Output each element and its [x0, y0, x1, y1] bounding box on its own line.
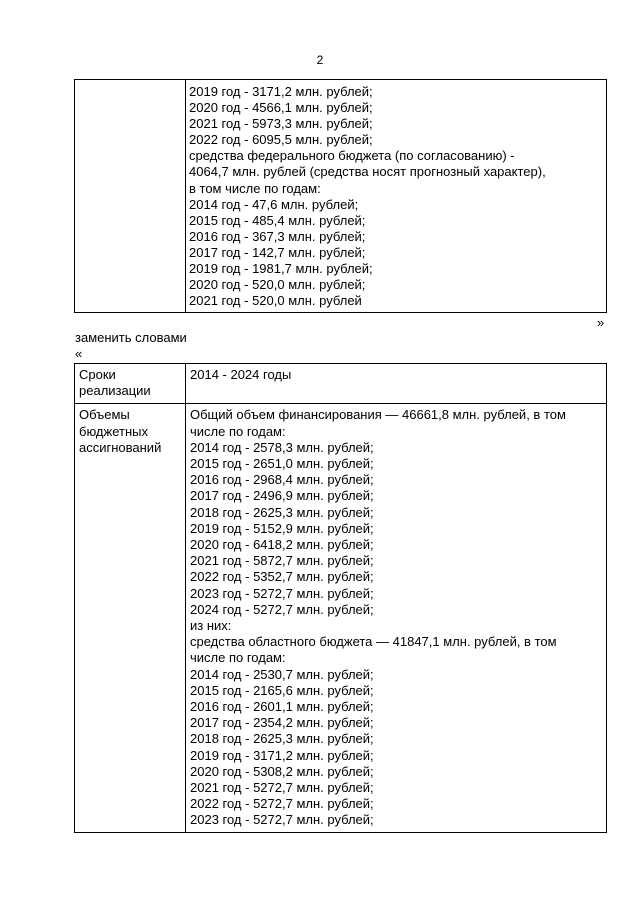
text-line: Общий объем финансирования — 46661,8 млн. рублей, в том: [190, 407, 566, 423]
budget-allocations-text-block: [186, 404, 606, 831]
text-line: 2017 год - 2354,2 млн. рублей;: [190, 715, 374, 731]
page-number: 2: [316, 53, 324, 67]
implementation-terms-value: 2014 - 2024 годы: [190, 367, 292, 382]
text-line: 2020 год - 4566,1 млн. рублей;: [189, 100, 373, 116]
text-line: 2024 год - 5272,7 млн. рублей;: [190, 601, 374, 617]
text-line: 2014 год - 2578,3 млн. рублей;: [190, 439, 374, 455]
text-line: 4064,7 млн. рублей (средства носят прогнозный характер),: [189, 164, 546, 180]
implementation-terms-label-cell: [75, 364, 186, 404]
top-table-left-cell: [75, 80, 186, 313]
text-line: средства областного бюджета — 41847,1 млн. рублей, в том: [190, 634, 557, 650]
text-line: 2016 год - 2968,4 млн. рублей;: [190, 472, 374, 488]
text-line: Объемы: [79, 407, 130, 423]
text-line: 2019 год - 5152,9 млн. рублей;: [190, 520, 374, 536]
text-line: 2020 год - 6418,2 млн. рублей;: [190, 537, 374, 553]
budget-allocations-value-cell: [186, 404, 607, 832]
text-line: 2022 год - 6095,5 млн. рублей;: [189, 132, 373, 148]
closing-quote-mark: »: [597, 315, 605, 330]
text-line: числе по годам:: [190, 423, 286, 439]
text-line: 2020 год - 5308,2 млн. рублей;: [190, 763, 374, 779]
text-line: 2015 год - 485,4 млн. рублей;: [189, 212, 366, 228]
text-line: 2021 год - 5872,7 млн. рублей;: [190, 553, 374, 569]
text-line: реализации: [79, 383, 151, 399]
implementation-terms-label: [75, 364, 185, 403]
bottom-table: [74, 363, 607, 833]
top-table-row: [75, 80, 607, 313]
text-line: 2020 год - 520,0 млн. рублей;: [189, 277, 366, 293]
text-line: 2017 год - 142,7 млн. рублей;: [189, 244, 366, 260]
text-line: 2018 год - 2625,3 млн. рублей;: [190, 504, 374, 520]
top-table: [74, 79, 607, 313]
text-line: 2023 год - 5272,7 млн. рублей;: [190, 585, 374, 601]
text-line: из них:: [190, 618, 232, 634]
text-line: 2019 год - 1981,7 млн. рублей;: [189, 261, 373, 277]
text-line: 2018 год - 2625,3 млн. рублей;: [190, 731, 374, 747]
text-line: 2021 год - 5272,7 млн. рублей;: [190, 780, 374, 796]
text-line: 2014 год - 2530,7 млн. рублей;: [190, 666, 374, 682]
text-line: в том числе по годам:: [189, 180, 321, 196]
text-line: 2022 год - 5272,7 млн. рублей;: [190, 796, 374, 812]
text-line: Сроки: [79, 367, 116, 382]
text-line: 2023 год - 5272,7 млн. рублей;: [190, 812, 374, 828]
implementation-terms-value-cell: [186, 364, 607, 404]
text-line: 2016 год - 367,3 млн. рублей;: [189, 228, 366, 244]
top-table-left-text: [75, 80, 185, 87]
text-line: 2014 год - 47,6 млн. рублей;: [189, 196, 359, 212]
text-line: 2022 год - 5352,7 млн. рублей;: [190, 569, 374, 585]
budget-allocations-row: [75, 404, 607, 832]
text-line: 2019 год - 3171,2 млн. рублей;: [189, 84, 373, 99]
text-line: 2019 год - 3171,2 млн. рублей;: [190, 747, 374, 763]
text-line: 2021 год - 5973,3 млн. рублей;: [189, 116, 373, 132]
text-line: 2015 год - 2165,6 млн. рублей;: [190, 682, 374, 698]
text-line: бюджетных: [79, 423, 148, 439]
implementation-terms-row: [75, 364, 607, 404]
budget-allocations-label: [75, 404, 185, 459]
text-line: 2015 год - 2651,0 млн. рублей;: [190, 456, 374, 472]
text-line: 2016 год - 2601,1 млн. рублей;: [190, 699, 374, 715]
text-line: средства федерального бюджета (по согласованию) -: [189, 148, 515, 164]
text-line: 2017 год - 2496,9 млн. рублей;: [190, 488, 374, 504]
replace-with-words-text: заменить словами: [75, 330, 187, 345]
text-line: 2021 год - 520,0 млн. рублей: [189, 293, 362, 309]
budget-allocations-label-cell: [75, 404, 186, 832]
opening-quote-mark: «: [75, 346, 83, 361]
text-line: ассигнований: [79, 439, 162, 455]
text-line: числе по годам:: [190, 650, 286, 666]
top-table-text-block: [186, 80, 606, 312]
top-table-right-cell: [186, 80, 607, 313]
